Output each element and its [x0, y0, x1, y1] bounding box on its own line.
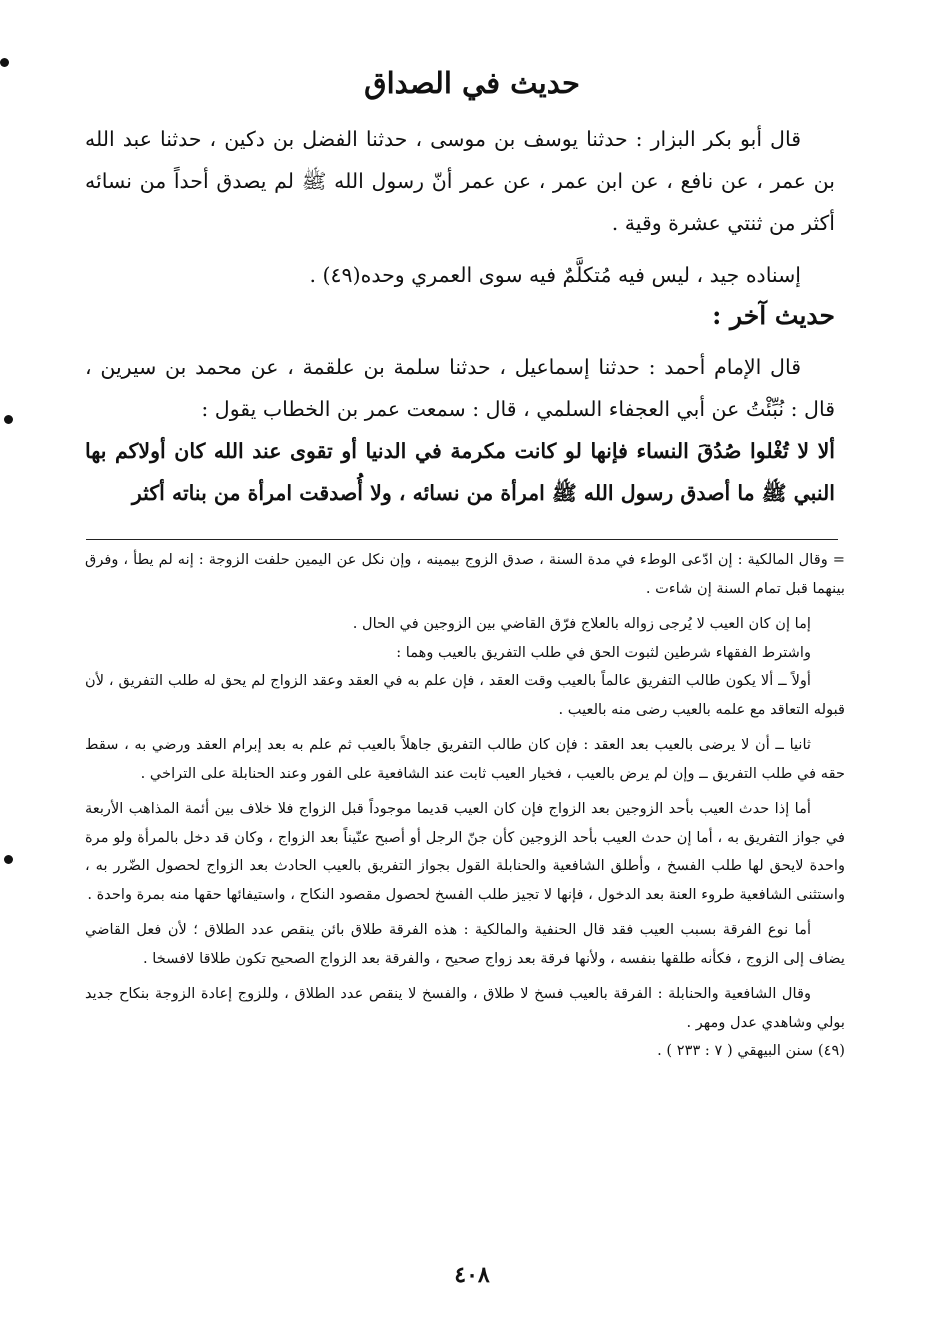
paragraph-hadith-text: ألا لا تُغْلوا صُدُقَ النساء فإنها لو كانت مكرمة في الدنيا أو تقوى عند الله كان أولاكم بها النبي ﷺ ما أصدق رسول الله ﷺ امرأة من نسائه ، ولا أُصدقت امرأة من بناته أكثر: [85, 439, 835, 505]
footnote-paragraph: إما إن كان العيب لا يُرجى زواله بالعلاج فرّق القاضي بين الزوجين في الحال .: [352, 615, 811, 632]
paragraph-grading: إسناده جيد ، ليس فيه مُتكلَّمٌ فيه سوى العمري وحده(٤٩) .: [309, 263, 801, 287]
subheading: حديث آخر :: [712, 301, 835, 330]
page-title: حديث في الصداق: [364, 66, 580, 100]
main-text: [85, 118, 835, 514]
footnote-paragraph: أما نوع الفرقة بسبب العيب فقد قال الحنفية والمالكية : هذه الفرقة طلاق بائن ينقص عدد الطلاق ؛ لأن فعل القاضي يضاف إلى الزوج ، فكأنه طلقها بنفسه ، ولأنها فرقة بعد زواج صحيح ، والفرقة بعد الزواج الصحيح تكون طلاقا لافسخا .: [85, 921, 845, 967]
footnotes: [85, 546, 845, 1066]
footnote-paragraph: واشترط الفقهاء شرطين لثبوت الحق في طلب التفريق بالعيب وهما :: [396, 643, 811, 661]
scan-mark: [4, 855, 13, 864]
scan-mark: [4, 415, 13, 424]
footnote-paragraph: = وقال المالكية : إن ادّعى الوطء في مدة السنة ، صدق الزوج بيمينه ، وإن نكل عن اليمين حلفت الزوجة : إنه لم يطأ ، وفرق بينهما قبل تمام السنة إن شاءت .: [85, 551, 845, 597]
paragraph-isnad-ahmad: قال الإمام أحمد : حدثنا إسماعيل ، حدثنا سلمة بن علقمة ، عن محمد بن سيرين ، قال : نُبِّئْتُ عن أبي العجفاء السلمي ، قال : سمعت عمر بن الخطاب يقول :: [85, 355, 835, 421]
footnote-paragraph: أما إذا حدث العيب بأحد الزوجين بعد الزواج فإن كان العيب قديما موجوداً قبل الزواج فلا خلاف بين أئمة المذاهب الأربعة في جواز التفريق به ، أما إن حدث العيب بأحد الزوجين كأن جنّ الرجل أو أصبح عنّيناً بعد الزواج ، وكان قد دخل بالمرأة ولو مرة واحدة لايحق لها طلب الفسخ ، وأطلق الشافعية والحنابلة القول بجواز التفريق بالعيب الحادث بعد الزواج لحصول الضّرر به ، واستثنى الشافعية طروء العنة بعد الدخول ، فإنها لا تجيز طلب الفسخ لحصول مقصود النكاح ، واستيفائها حقها منه بمرة واحدة .: [85, 800, 845, 903]
footnote-paragraph: وقال الشافعية والحنابلة : الفرقة بالعيب فسخ لا طلاق ، والفسخ لا ينقص عدد الطلاق ، وللزوج إعادة الزوجة بنكاح جديد بولي وشاهدي عدل ومهر .: [85, 985, 845, 1031]
footnote-paragraph: ثانيا ــ أن لا يرضى بالعيب بعد العقد : فإن كان طالب التفريق جاهلاً بالعيب ثم علم به بعد إبرام العقد ورضي به ، سقط حقه في طلب التفريق ــ وإن لم يرض بالعيب ، فخيار العيب ثابت عند الشافعية على الفور وعند الحنابلة على التراخي .: [85, 736, 845, 782]
paragraph-isnad-bazzar: قال أبو بكر البزار : حدثنا يوسف بن موسى ، حدثنا الفضل بن دكين ، حدثنا عبد الله بن عمر ، عن نافع ، عن ابن عمر ، عن عمر أنّ رسول الله ﷺ لم يصدق أحداً من نسائه أكثر من ثنتي عشرة وقية .: [85, 127, 835, 235]
footnote-divider: [86, 539, 838, 540]
footnote-paragraph: أولاً ــ ألا يكون طالب التفريق عالماً بالعيب وقت العقد ، فإن علم به في العقد وعقد الزواج لم يحق له طلب التفريق ، لأن قبوله التعاقد مع علمه بالعيب رضى منه بالعيب .: [85, 672, 845, 718]
page-number: ٤٠٨: [454, 1262, 490, 1288]
footnote-reference: (٤٩) سنن البيهقي ( ٧ : ٢٣٣ ) .: [657, 1042, 845, 1059]
